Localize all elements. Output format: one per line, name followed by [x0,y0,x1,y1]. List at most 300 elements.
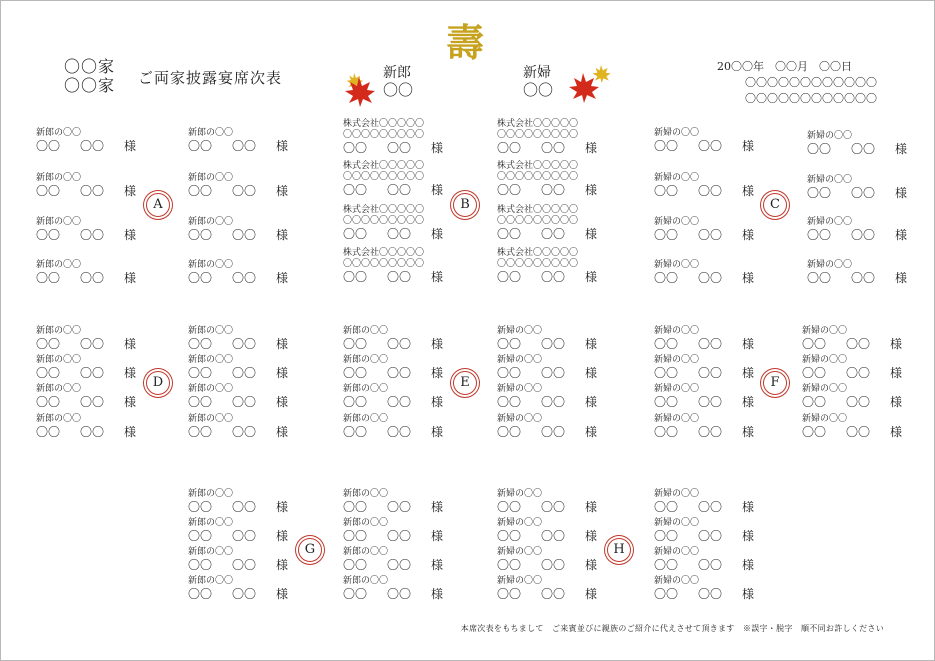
guest-company: 〇〇〇〇〇〇〇〇〇 [497,130,579,140]
guest-given-name: 〇〇 [231,184,256,198]
guest-entry [36,414,148,440]
guest-company: 株式会社〇〇〇〇〇 [343,205,425,215]
guest-given-name: 〇〇 [850,228,875,242]
guest-surname: 〇〇 [188,529,213,543]
guest-relation: 新婦の〇〇 [654,489,700,499]
guest-given-name: 〇〇 [386,587,411,601]
guest-given-name: 〇〇 [79,228,104,242]
guest-honorific: 様 [741,228,754,242]
guest-surname: 〇〇 [654,529,679,543]
guest-surname: 〇〇 [802,395,827,409]
guest-entry [497,326,609,352]
guest-honorific: 様 [275,366,288,380]
guest-entry [188,128,300,154]
guest-surname: 〇〇 [497,587,522,601]
guest-company: 株式会社〇〇〇〇〇 [343,119,425,129]
guest-given-name: 〇〇 [697,587,722,601]
guest-surname: 〇〇 [497,395,522,409]
guest-name-row [497,183,597,198]
guest-surname: 〇〇 [497,141,522,155]
guest-honorific: 様 [584,425,597,439]
guest-honorific: 様 [123,395,136,409]
guest-name-row [654,184,754,199]
guest-name-row [36,337,136,352]
guest-given-name: 〇〇 [697,184,722,198]
guest-name-row [343,558,443,573]
guest-given-name: 〇〇 [850,186,875,200]
guest-name-row [802,395,902,410]
guest-relation: 新郎の〇〇 [36,260,82,270]
guest-entry [802,355,914,381]
guest-given-name: 〇〇 [386,395,411,409]
guest-entry [343,489,455,515]
guest-honorific: 様 [584,529,597,543]
guest-relation: 新郎の〇〇 [188,326,234,336]
guest-honorific: 様 [275,271,288,285]
guest-honorific: 様 [275,228,288,242]
guest-entry [188,355,300,381]
guest-name-row [188,366,288,381]
guest-entry [343,576,455,602]
guest-name-row [188,500,288,515]
guest-given-name: 〇〇 [697,529,722,543]
guest-relation: 新婦の〇〇 [654,547,700,557]
guest-given-name: 〇〇 [845,337,870,351]
guest-given-name: 〇〇 [697,228,722,242]
guest-entry [802,384,914,410]
guest-honorific: 様 [889,395,902,409]
guest-name-row [802,425,902,440]
guest-relation: 新郎の〇〇 [343,414,389,424]
guest-surname: 〇〇 [807,228,832,242]
guest-relation: 新婦の〇〇 [807,217,853,227]
bride-label: 新婦 [523,65,551,81]
guest-name-row [188,184,288,199]
guest-given-name: 〇〇 [540,270,565,284]
guest-honorific: 様 [123,184,136,198]
guest-given-name: 〇〇 [540,558,565,572]
guest-given-name: 〇〇 [231,395,256,409]
guest-honorific: 様 [123,139,136,153]
guest-honorific: 様 [894,142,907,156]
guest-surname: 〇〇 [654,271,679,285]
guest-entry [497,547,609,573]
guest-entry [497,518,609,544]
guest-entry [188,173,300,199]
guest-surname: 〇〇 [36,366,61,380]
guest-given-name: 〇〇 [540,395,565,409]
guest-given-name: 〇〇 [386,183,411,197]
guest-given-name: 〇〇 [231,366,256,380]
guest-name-row [807,228,907,243]
guest-honorific: 様 [123,425,136,439]
guest-name-row [654,395,754,410]
guest-surname: 〇〇 [188,500,213,514]
guest-entry [188,326,300,352]
bride-name: 〇〇 [523,81,554,99]
guest-entry [343,518,455,544]
footer-note: 本席次表をもちまして ご来賓並びに親族のご紹介に代えさせて頂きます ※誤字・脱字 順不同お許しください [460,624,884,633]
guest-honorific: 様 [741,366,754,380]
guest-honorific: 様 [123,337,136,351]
guest-surname: 〇〇 [188,395,213,409]
table-g-marker: G [298,538,322,562]
guest-surname: 〇〇 [343,337,368,351]
guest-surname: 〇〇 [343,270,368,284]
table-c-marker: C [763,193,787,217]
guest-surname: 〇〇 [343,425,368,439]
guest-entry [343,119,455,156]
guest-honorific: 様 [275,587,288,601]
guest-name-row [188,228,288,243]
guest-surname: 〇〇 [654,395,679,409]
guest-surname: 〇〇 [36,139,61,153]
guest-relation: 新郎の〇〇 [343,384,389,394]
guest-surname: 〇〇 [36,184,61,198]
guest-relation: 新郎の〇〇 [343,489,389,499]
guest-entry [188,518,300,544]
guest-relation: 新婦の〇〇 [497,414,543,424]
guest-surname: 〇〇 [343,227,368,241]
guest-name-row [497,587,597,602]
guest-surname: 〇〇 [654,558,679,572]
guest-relation: 新郎の〇〇 [343,518,389,528]
guest-entry [654,414,766,440]
guest-name-row [343,141,443,156]
maple-leaf-icon [336,63,378,107]
guest-relation: 新婦の〇〇 [654,518,700,528]
kotobuki-emblem: 壽 [446,20,485,65]
guest-honorific: 様 [275,139,288,153]
guest-name-row [802,366,902,381]
guest-given-name: 〇〇 [697,366,722,380]
guest-surname: 〇〇 [497,558,522,572]
guest-given-name: 〇〇 [850,142,875,156]
guest-relation: 新婦の〇〇 [654,576,700,586]
guest-given-name: 〇〇 [231,425,256,439]
guest-entry [36,355,148,381]
guest-name-row [343,587,443,602]
guest-entry [802,414,914,440]
guest-given-name: 〇〇 [79,337,104,351]
guest-given-name: 〇〇 [540,366,565,380]
document-title: ご両家披露宴席次表 [138,69,283,87]
guest-surname: 〇〇 [188,139,213,153]
guest-honorific: 様 [430,529,443,543]
guest-entry [654,260,766,286]
guest-name-row [497,227,597,242]
guest-honorific: 様 [741,425,754,439]
guest-name-row [36,395,136,410]
guest-surname: 〇〇 [654,184,679,198]
guest-surname: 〇〇 [188,184,213,198]
guest-name-row [343,227,443,242]
guest-surname: 〇〇 [343,500,368,514]
guest-entry [654,355,766,381]
date-venue-block [717,59,877,107]
guest-entry [36,217,148,243]
guest-relation: 新婦の〇〇 [807,175,853,185]
guest-given-name: 〇〇 [845,425,870,439]
guest-surname: 〇〇 [36,228,61,242]
guest-company: 〇〇〇〇〇〇〇〇〇 [497,216,579,226]
guest-given-name: 〇〇 [697,139,722,153]
guest-relation: 新郎の〇〇 [188,384,234,394]
guest-given-name: 〇〇 [79,366,104,380]
guest-entry [802,326,914,352]
guest-relation: 新郎の〇〇 [36,128,82,138]
guest-honorific: 様 [430,141,443,155]
guest-given-name: 〇〇 [697,271,722,285]
guest-surname: 〇〇 [802,425,827,439]
guest-name-row [654,529,754,544]
guest-company: 株式会社〇〇〇〇〇 [497,161,579,171]
guest-entry [807,175,919,201]
guest-surname: 〇〇 [188,337,213,351]
guest-name-row [188,271,288,286]
guest-honorific: 様 [123,228,136,242]
guest-company: 株式会社〇〇〇〇〇 [343,248,425,258]
guest-surname: 〇〇 [497,227,522,241]
guest-entry [36,260,148,286]
guest-company: 〇〇〇〇〇〇〇〇〇 [497,172,579,182]
guest-entry [188,217,300,243]
guest-entry [654,576,766,602]
guest-honorific: 様 [894,228,907,242]
guest-entry [497,248,609,285]
guest-surname: 〇〇 [36,337,61,351]
guest-given-name: 〇〇 [697,337,722,351]
guest-entry [807,217,919,243]
guest-relation: 新婦の〇〇 [654,217,700,227]
guest-surname: 〇〇 [807,271,832,285]
table-d-marker: D [146,371,170,395]
guest-given-name: 〇〇 [697,500,722,514]
guest-name-row [497,425,597,440]
guest-relation: 新婦の〇〇 [497,489,543,499]
guest-given-name: 〇〇 [540,227,565,241]
guest-entry [36,128,148,154]
guest-entry [497,161,609,198]
table-b-marker: B [453,193,477,217]
guest-honorific: 様 [741,271,754,285]
guest-entry [497,489,609,515]
guest-entry [497,355,609,381]
guest-given-name: 〇〇 [79,184,104,198]
guest-entry [343,161,455,198]
guest-honorific: 様 [894,271,907,285]
guest-honorific: 様 [584,587,597,601]
guest-surname: 〇〇 [497,500,522,514]
guest-honorific: 様 [430,587,443,601]
guest-given-name: 〇〇 [697,558,722,572]
guest-honorific: 様 [584,558,597,572]
guest-name-row [36,425,136,440]
guest-name-row [654,366,754,381]
guest-entry [343,326,455,352]
guest-surname: 〇〇 [807,142,832,156]
guest-relation: 新郎の〇〇 [343,326,389,336]
guest-name-row [497,395,597,410]
guest-relation: 新郎の〇〇 [343,547,389,557]
guest-name-row [497,366,597,381]
guest-name-row [36,366,136,381]
guest-relation: 新婦の〇〇 [497,518,543,528]
guest-relation: 新婦の〇〇 [654,128,700,138]
guest-honorific: 様 [741,529,754,543]
guest-name-row [807,186,907,201]
guest-given-name: 〇〇 [79,271,104,285]
guest-given-name: 〇〇 [540,425,565,439]
bride-block [523,65,553,99]
guest-honorific: 様 [741,139,754,153]
guest-entry [36,384,148,410]
guest-given-name: 〇〇 [231,587,256,601]
guest-given-name: 〇〇 [386,500,411,514]
guest-entry [654,547,766,573]
event-date: 20〇〇年 〇〇月 〇〇日 [717,60,852,73]
guest-entry [807,260,919,286]
guest-given-name: 〇〇 [231,529,256,543]
guest-name-row [807,271,907,286]
guest-honorific: 様 [741,184,754,198]
guest-name-row [654,228,754,243]
guest-honorific: 様 [430,500,443,514]
guest-given-name: 〇〇 [231,500,256,514]
guest-given-name: 〇〇 [540,500,565,514]
guest-name-row [343,183,443,198]
table-a-marker: A [146,193,170,217]
guest-surname: 〇〇 [654,587,679,601]
guest-name-row [654,271,754,286]
guest-relation: 新婦の〇〇 [807,260,853,270]
guest-relation: 新郎の〇〇 [188,547,234,557]
guest-entry [807,131,919,157]
guest-honorific: 様 [741,500,754,514]
guest-honorific: 様 [889,366,902,380]
guest-name-row [343,366,443,381]
guest-given-name: 〇〇 [386,270,411,284]
guest-given-name: 〇〇 [540,183,565,197]
guest-surname: 〇〇 [802,337,827,351]
guest-relation: 新郎の〇〇 [188,489,234,499]
guest-honorific: 様 [275,184,288,198]
guest-name-row [188,587,288,602]
guest-entry [188,414,300,440]
guest-surname: 〇〇 [497,183,522,197]
guest-name-row [188,558,288,573]
guest-honorific: 様 [123,271,136,285]
guest-honorific: 様 [430,183,443,197]
guest-name-row [654,500,754,515]
guest-given-name: 〇〇 [697,395,722,409]
guest-given-name: 〇〇 [79,395,104,409]
guest-surname: 〇〇 [654,366,679,380]
guest-given-name: 〇〇 [386,529,411,543]
guest-relation: 新婦の〇〇 [654,355,700,365]
guest-relation: 新婦の〇〇 [497,547,543,557]
guest-surname: 〇〇 [343,558,368,572]
guest-entry [654,217,766,243]
guest-entry [654,326,766,352]
venue-line-2: 〇〇〇〇〇〇〇〇〇〇〇〇 [745,92,877,105]
guest-entry [343,547,455,573]
guest-name-row [343,500,443,515]
guest-surname: 〇〇 [654,337,679,351]
guest-honorific: 様 [275,395,288,409]
guest-honorific: 様 [584,366,597,380]
guest-surname: 〇〇 [807,186,832,200]
guest-entry [188,576,300,602]
guest-entry [654,489,766,515]
guest-relation: 新郎の〇〇 [36,414,82,424]
guest-relation: 新婦の〇〇 [802,384,848,394]
guest-surname: 〇〇 [188,587,213,601]
guest-name-row [497,337,597,352]
guest-given-name: 〇〇 [231,228,256,242]
guest-entry [343,355,455,381]
guest-name-row [36,228,136,243]
guest-surname: 〇〇 [497,270,522,284]
guest-relation: 新婦の〇〇 [654,384,700,394]
guest-relation: 新婦の〇〇 [654,326,700,336]
guest-entry [343,384,455,410]
guest-honorific: 様 [584,337,597,351]
guest-name-row [497,500,597,515]
guest-name-row [807,142,907,157]
guest-company: 株式会社〇〇〇〇〇 [343,161,425,171]
guest-entry [654,384,766,410]
guest-honorific: 様 [430,425,443,439]
guest-honorific: 様 [741,587,754,601]
venue-line-1: 〇〇〇〇〇〇〇〇〇〇〇〇 [745,76,877,89]
guest-relation: 新郎の〇〇 [188,217,234,227]
guest-name-row [654,425,754,440]
guest-given-name: 〇〇 [697,425,722,439]
guest-relation: 新郎の〇〇 [343,355,389,365]
guest-honorific: 様 [430,270,443,284]
guest-entry [343,248,455,285]
guest-given-name: 〇〇 [540,141,565,155]
guest-surname: 〇〇 [497,529,522,543]
guest-company: 〇〇〇〇〇〇〇〇〇 [343,216,425,226]
guest-name-row [188,529,288,544]
guest-company: 株式会社〇〇〇〇〇 [497,248,579,258]
guest-surname: 〇〇 [188,425,213,439]
guest-name-row [497,141,597,156]
maple-leaf-icon [564,63,612,107]
guest-honorific: 様 [584,227,597,241]
groom-block [383,65,413,99]
guest-surname: 〇〇 [36,271,61,285]
guest-company: 〇〇〇〇〇〇〇〇〇 [343,172,425,182]
guest-honorific: 様 [889,337,902,351]
guest-name-row [36,139,136,154]
guest-name-row [343,270,443,285]
guest-entry [343,205,455,242]
guest-given-name: 〇〇 [845,395,870,409]
guest-name-row [497,529,597,544]
guest-surname: 〇〇 [497,337,522,351]
guest-relation: 新郎の〇〇 [188,128,234,138]
guest-entry [188,384,300,410]
guest-relation: 新郎の〇〇 [188,260,234,270]
guest-honorific: 様 [889,425,902,439]
guest-entry [343,414,455,440]
guest-surname: 〇〇 [188,558,213,572]
guest-given-name: 〇〇 [540,529,565,543]
guest-honorific: 様 [584,141,597,155]
